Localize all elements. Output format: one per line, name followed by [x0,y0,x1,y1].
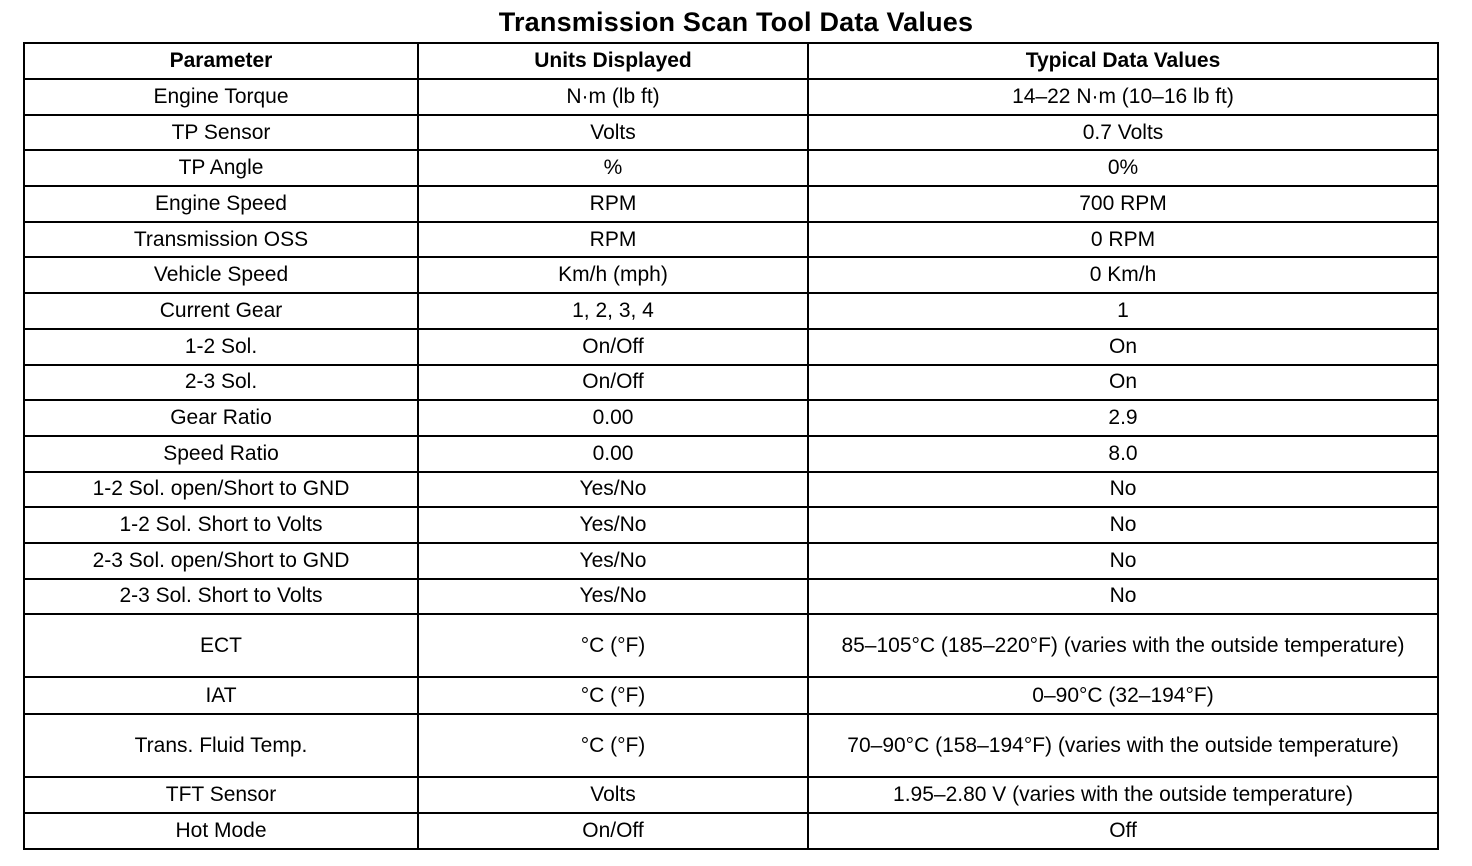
table-row [24,293,1438,329]
typical-value-cell: 0 Km/h [808,257,1438,293]
parameter-cell: Engine Torque [24,79,418,115]
scan-tool-data-table [23,42,1439,850]
units-cell: Volts [418,115,808,151]
column-header-parameter: Parameter [24,43,418,79]
table-row [24,813,1438,849]
table-row [24,186,1438,222]
units-cell: On/Off [418,365,808,401]
parameter-cell: 2-3 Sol. Short to Volts [24,579,418,615]
units-cell: % [418,150,808,186]
typical-value-cell: 2.9 [808,400,1438,436]
units-cell: Volts [418,777,808,813]
parameter-cell: Engine Speed [24,186,418,222]
units-cell: RPM [418,222,808,258]
parameter-cell: 1-2 Sol. open/Short to GND [24,472,418,508]
table-header-row [24,43,1438,79]
table-row [24,579,1438,615]
typical-value-cell: 8.0 [808,436,1438,472]
table-row [24,436,1438,472]
table-row [24,400,1438,436]
typical-value-cell: 14–22 N·m (10–16 lb ft) [808,79,1438,115]
table-row [24,507,1438,543]
units-cell: Yes/No [418,579,808,615]
typical-value-cell: 85–105°C (185–220°F) (varies with the outside temperature) [808,614,1438,677]
units-cell: Yes/No [418,507,808,543]
units-cell: Yes/No [418,543,808,579]
typical-value-cell: 1.95–2.80 V (varies with the outside temperature) [808,777,1438,813]
parameter-cell: 1-2 Sol. Short to Volts [24,507,418,543]
parameter-cell: Hot Mode [24,813,418,849]
units-cell: Km/h (mph) [418,257,808,293]
units-cell: On/Off [418,329,808,365]
parameter-cell: ECT [24,614,418,677]
table-row [24,329,1438,365]
units-cell: °C (°F) [418,614,808,677]
typical-value-cell: On [808,365,1438,401]
parameter-cell: Current Gear [24,293,418,329]
parameter-cell: TP Angle [24,150,418,186]
units-cell: °C (°F) [418,677,808,714]
units-cell: On/Off [418,813,808,849]
table-row [24,79,1438,115]
table-row [24,115,1438,151]
typical-value-cell: On [808,329,1438,365]
typical-value-cell: 700 RPM [808,186,1438,222]
parameter-cell: Gear Ratio [24,400,418,436]
parameter-cell: Transmission OSS [24,222,418,258]
units-cell: °C (°F) [418,714,808,777]
parameter-cell: Trans. Fluid Temp. [24,714,418,777]
typical-value-cell: 0% [808,150,1438,186]
table-row [24,257,1438,293]
typical-value-cell: No [808,543,1438,579]
page-title: Transmission Scan Tool Data Values [498,7,974,37]
typical-value-cell: No [808,472,1438,508]
parameter-cell: Vehicle Speed [24,257,418,293]
table-row [24,677,1438,714]
typical-value-cell: 70–90°C (158–194°F) (varies with the outside temperature) [808,714,1438,777]
table-row [24,614,1438,677]
parameter-cell: 1-2 Sol. [24,329,418,365]
typical-value-cell: 1 [808,293,1438,329]
typical-value-cell: 0–90°C (32–194°F) [808,677,1438,714]
units-cell: 1, 2, 3, 4 [418,293,808,329]
column-header-typical-values: Typical Data Values [808,43,1438,79]
units-cell: RPM [418,186,808,222]
parameter-cell: IAT [24,677,418,714]
typical-value-cell: 0.7 Volts [808,115,1438,151]
table-row [24,472,1438,508]
table-row [24,714,1438,777]
typical-value-cell: 0 RPM [808,222,1438,258]
table-row [24,543,1438,579]
typical-value-cell: No [808,579,1438,615]
units-cell: Yes/No [418,472,808,508]
table-row [24,150,1438,186]
table-row [24,365,1438,401]
units-cell: N·m (lb ft) [418,79,808,115]
parameter-cell: TP Sensor [24,115,418,151]
typical-value-cell: Off [808,813,1438,849]
table-row [24,222,1438,258]
units-cell: 0.00 [418,436,808,472]
typical-value-cell: No [808,507,1438,543]
parameter-cell: 2-3 Sol. open/Short to GND [24,543,418,579]
table-row [24,777,1438,813]
column-header-units: Units Displayed [418,43,808,79]
parameter-cell: 2-3 Sol. [24,365,418,401]
units-cell: 0.00 [418,400,808,436]
parameter-cell: Speed Ratio [24,436,418,472]
parameter-cell: TFT Sensor [24,777,418,813]
